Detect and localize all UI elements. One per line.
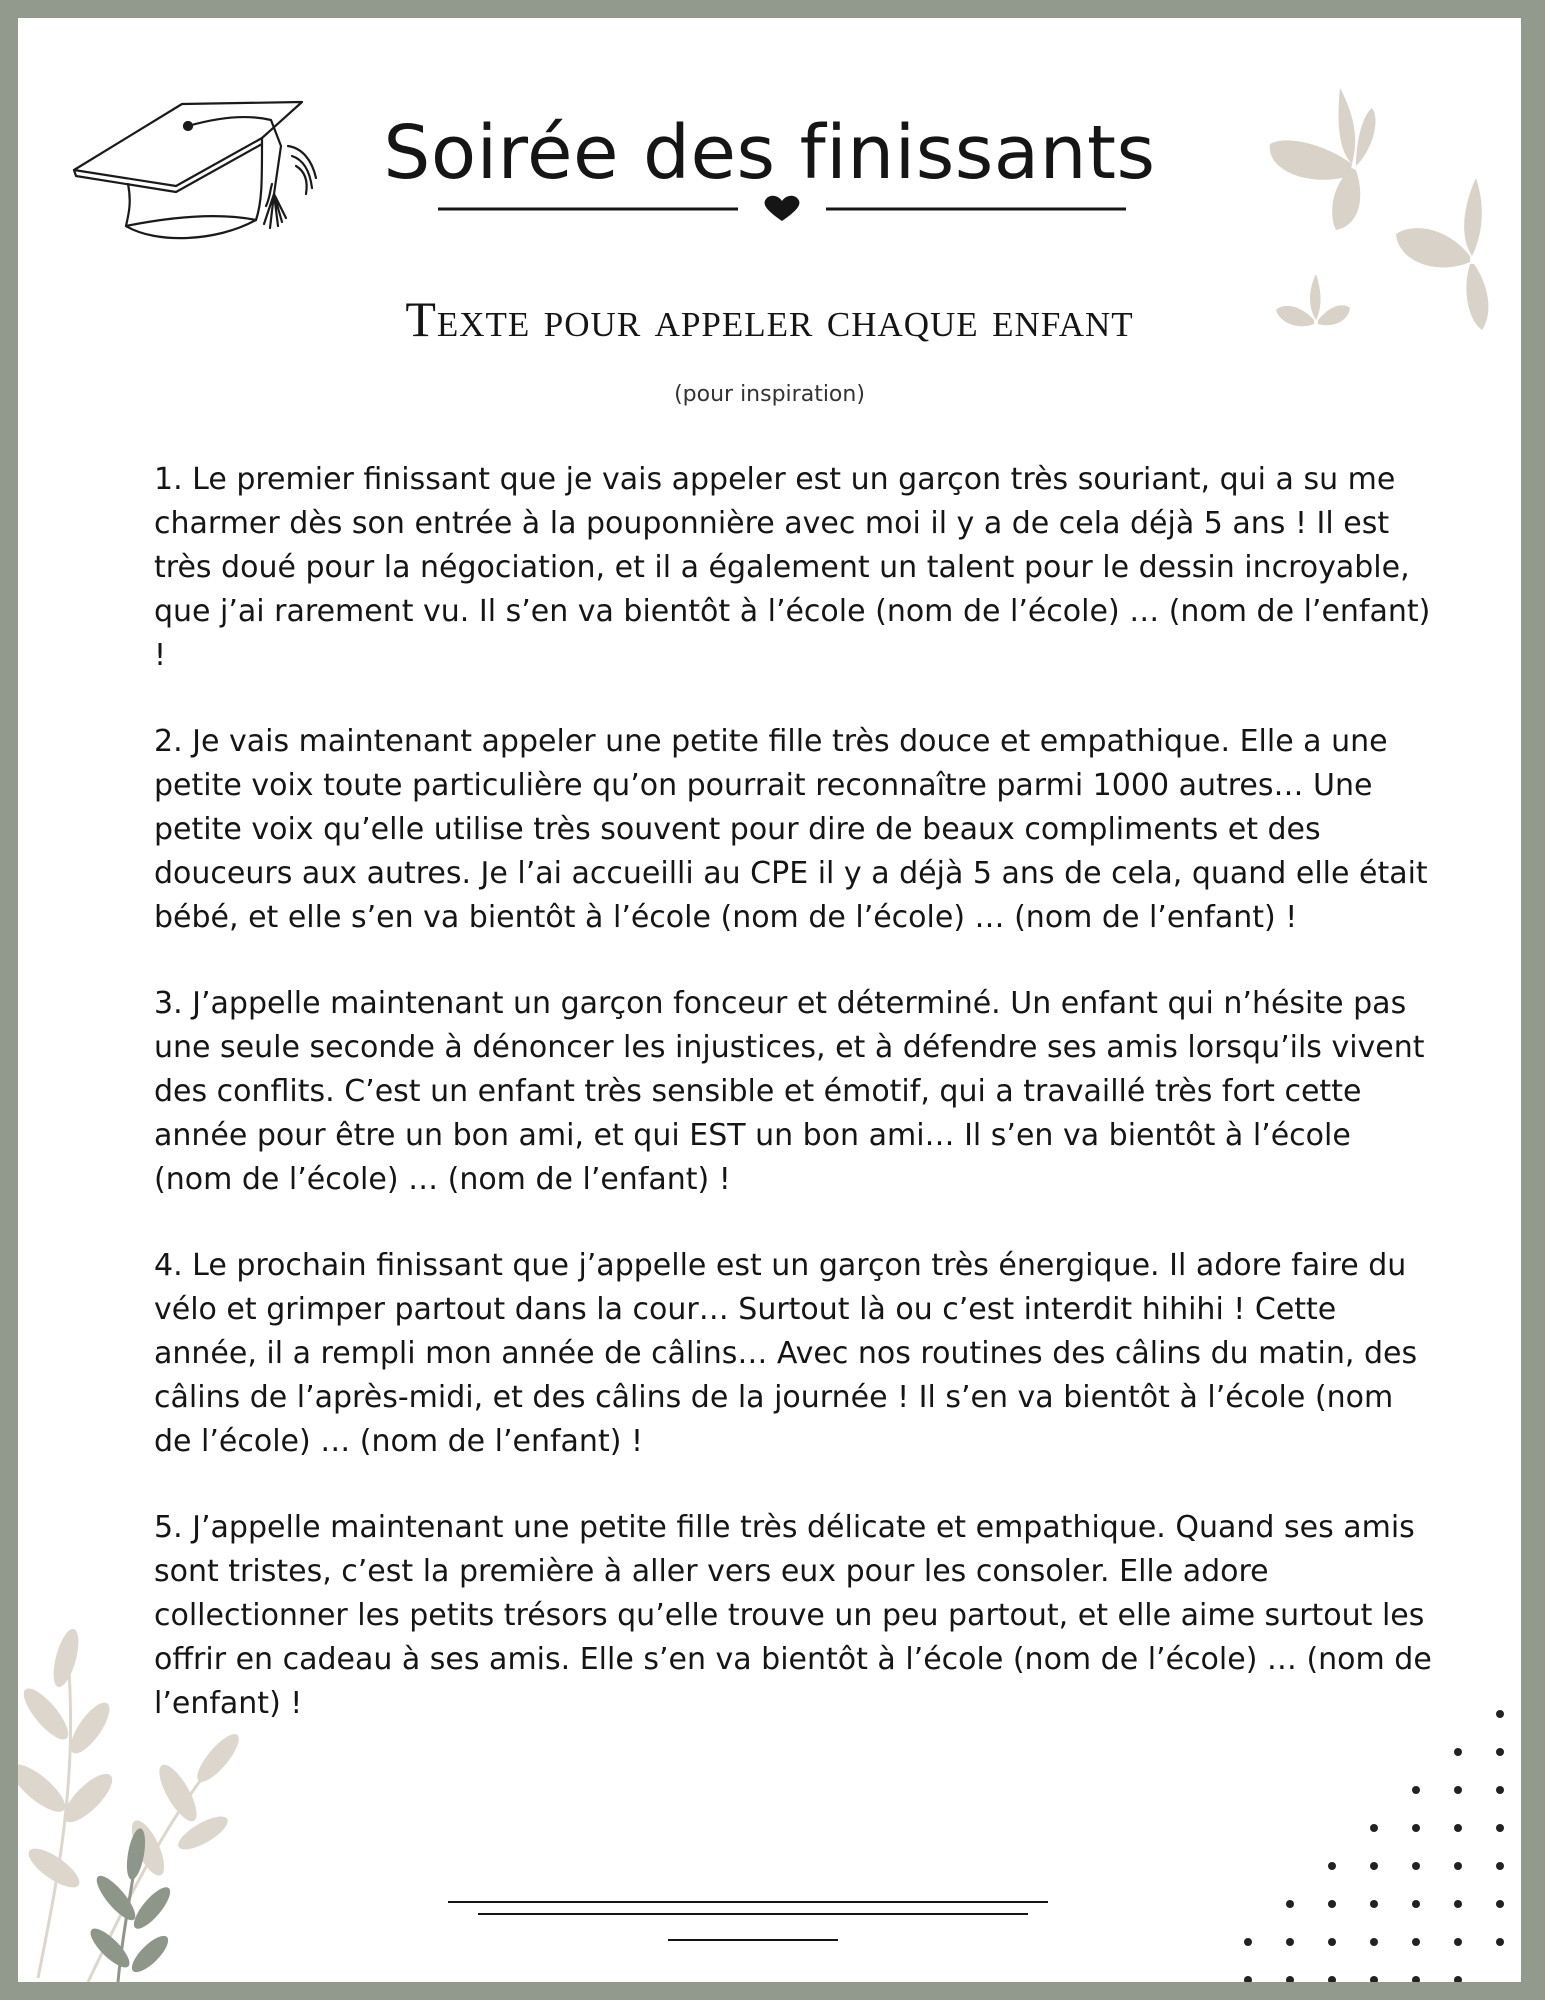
paragraph-3: 3. J’appelle maintenant un garçon fonceur et déterminé. Un enfant qui n’hésite pas une seule seconde à dénoncer les injustices, et à défendre ses amis lorsqu’ils vivent des conflits. C’est un enfant très sensible et émotif, qui a travaillé très fort cette année pour être un bon ami, et qui EST un bon ami… Il s’en va bientôt à l’école (nom de l’école) … (nom de l’enfant) !	[154, 986, 1425, 1197]
paragraph-2: 2. Je vais maintenant appeler une petite fille très douce et empathique. Elle a une petite voix toute particulière qu’on pourrait reconnaître parmi 1000 autres… Une petite voix qu’elle utilise très souvent pour dire de beaux compliments et des douceurs aux autres. Je l’ai accueilli au CPE il y a déjà 5 ans de cela, quand elle était bébé, et elle s’en va bientôt à l’école (nom de l’école) … (nom de l’enfant) !	[154, 724, 1428, 935]
subtitle-note: (pour inspiration)	[674, 382, 865, 407]
heart-icon	[765, 196, 800, 221]
page-title: Soirée des finissants	[383, 110, 1156, 196]
paragraph-1: 1. Le premier finissant que je vais appeler est un garçon très souriant, qui a su me charmer dès son entrée à la pouponnière avec moi il y a de cela déjà 5 ans ! Il est très doué pour la négociation, et il a également un talent pour le dessin incroyable, que j’ai rarement vu. Il s’en va bientôt à l’école (nom de l’école) … (nom de l’enfant) !	[154, 462, 1431, 673]
paragraph-4: 4. Le prochain finissant que j’appelle est un garçon très énergique. Il adore faire du vélo et grimper partout dans la cour… Surtout là ou c’est interdit hihihi ! Cette année, il a rempli mon année de câlins… Avec nos routines des câlins du matin, des câlins de l’après-midi, et des câlins de la journée ! Il s’en va bientôt à l’école (nom de l’école) … (nom de l’enfant) !	[154, 1248, 1418, 1459]
paragraph-5: 5. J’appelle maintenant une petite fille très délicate et empathique. Quand ses amis sont tristes, c’est la première à aller vers eux pour les consoler. Elle adore collectionner les petits trésors qu’elle trouve un peu partout, et elle aime surtout les offrir en cadeau à ses amis. Elle s’en va bientôt à l’école (nom de l’école) … (nom de l’enfant) !	[154, 1510, 1432, 1721]
page	[18, 18, 1521, 1982]
body-text	[154, 458, 1434, 1768]
footer-lines-decoration	[448, 1898, 1068, 1958]
section-subtitle: Texte pour appeler chaque enfant	[405, 291, 1134, 347]
heart-divider	[438, 194, 1126, 224]
